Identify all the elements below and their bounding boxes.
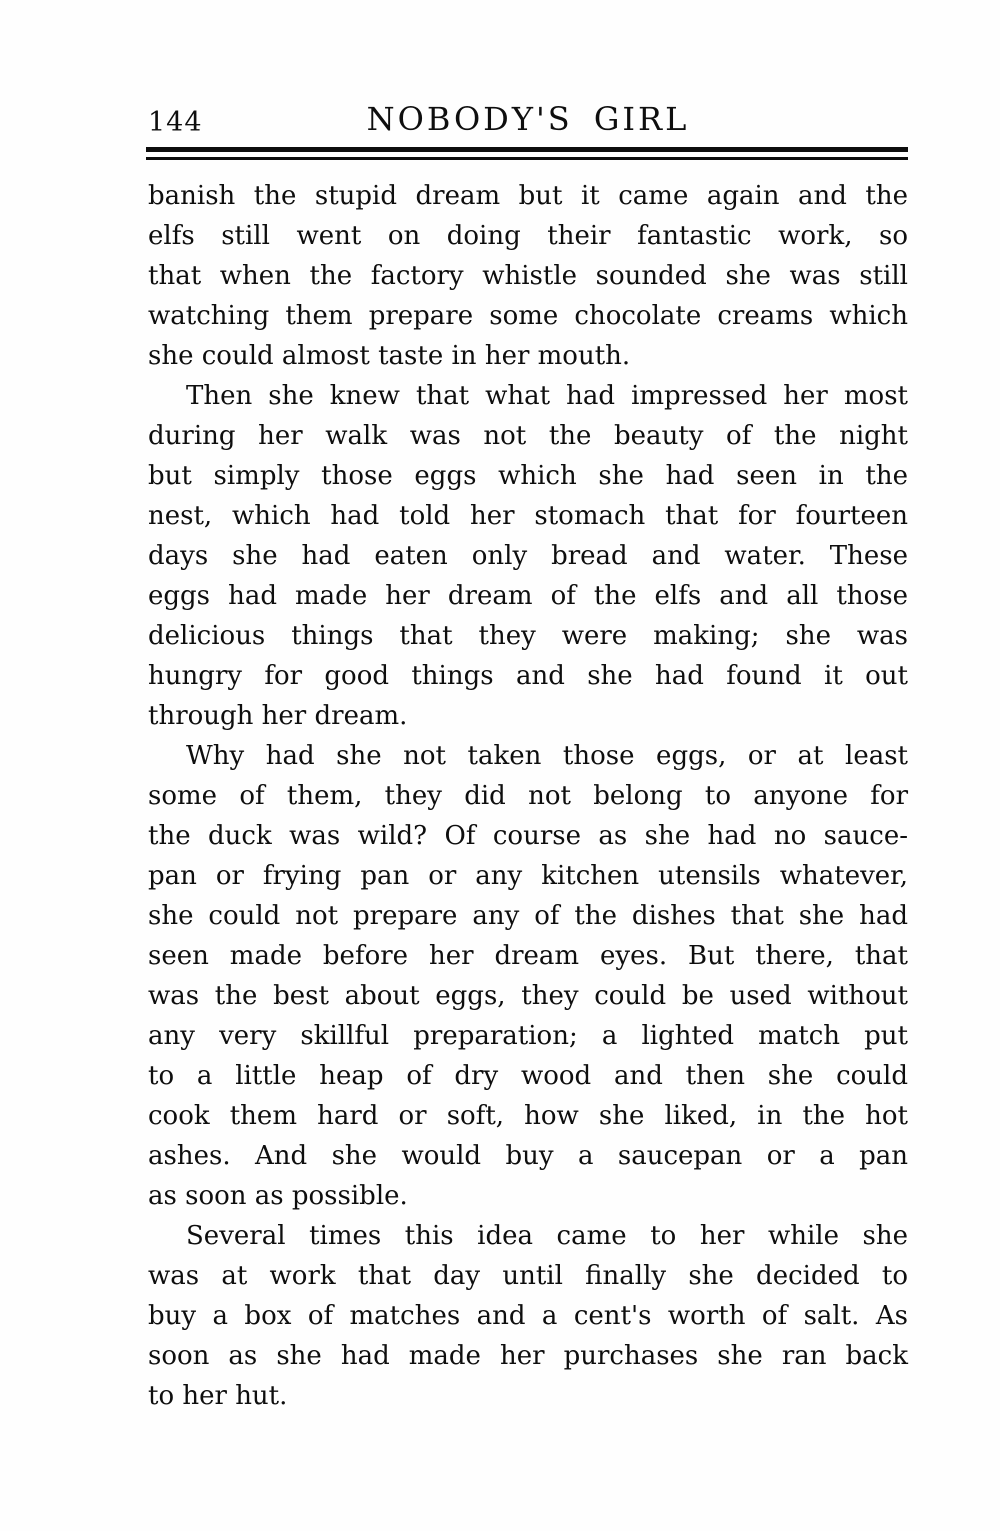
text-line: that when the factory whistle sounded she was still — [148, 261, 908, 291]
text-line: was at work that day until finally she decided to — [148, 1261, 908, 1291]
text-line: watching them prepare some chocolate creams which — [148, 301, 908, 331]
text-line: as soon as possible. — [148, 1181, 408, 1211]
header-rule-top-line — [146, 147, 908, 152]
paragraph — [148, 376, 908, 736]
text-line: eggs had made her dream of the elfs and all those — [148, 581, 908, 611]
page-header — [148, 100, 908, 142]
text-line: Several times this idea came to her while she — [186, 1221, 908, 1251]
paragraph — [148, 736, 908, 1216]
text-line: to her hut. — [148, 1381, 288, 1411]
page-title: NOBODY'S GIRL — [366, 100, 690, 138]
text-line: pan or frying pan or any kitchen utensils whatever, — [148, 861, 908, 891]
paragraph — [148, 176, 908, 376]
header-rule-bottom-line — [146, 157, 908, 160]
text-line: some of them, they did not belong to anyone for — [148, 781, 908, 811]
text-line: she could not prepare any of the dishes that she had — [148, 901, 908, 931]
text-line: banish the stupid dream but it came again and the — [148, 181, 908, 211]
paragraph — [148, 1216, 908, 1416]
text-line: hungry for good things and she had found it out — [148, 661, 908, 691]
text-line: delicious things that they were making; she was — [148, 621, 908, 651]
text-line: was the best about eggs, they could be used without — [148, 981, 908, 1011]
text-line: cook them hard or soft, how she liked, in the hot — [148, 1101, 908, 1131]
text-line: days she had eaten only bread and water. These — [148, 541, 908, 571]
text-line: elfs still went on doing their fantastic work, so — [148, 221, 908, 251]
text-line: ashes. And she would buy a saucepan or a pan — [148, 1141, 908, 1171]
text-line: but simply those eggs which she had seen in the — [148, 461, 908, 491]
page-body — [148, 176, 908, 1416]
text-line: through her dream. — [148, 701, 408, 731]
text-line: she could almost taste in her mouth. — [148, 341, 631, 371]
text-line: during her walk was not the beauty of the night — [148, 421, 908, 451]
text-line: Then she knew that what had impressed her most — [186, 381, 908, 411]
text-line: Why had she not taken those eggs, or at least — [186, 741, 908, 771]
text-line: buy a box of matches and a cent's worth of salt. As — [148, 1301, 908, 1331]
text-line: nest, which had told her stomach that for fourteen — [148, 501, 908, 531]
text-line: the duck was wild? Of course as she had no sauce- — [148, 821, 908, 851]
page-number: 144 — [148, 107, 203, 138]
text-line: soon as she had made her purchases she ran back — [148, 1341, 908, 1371]
text-line: any very skillful preparation; a lighted match put — [148, 1021, 908, 1051]
text-line: to a little heap of dry wood and then she could — [148, 1061, 908, 1091]
text-line: seen made before her dream eyes. But there, that — [148, 941, 908, 971]
header-rule — [146, 147, 908, 160]
